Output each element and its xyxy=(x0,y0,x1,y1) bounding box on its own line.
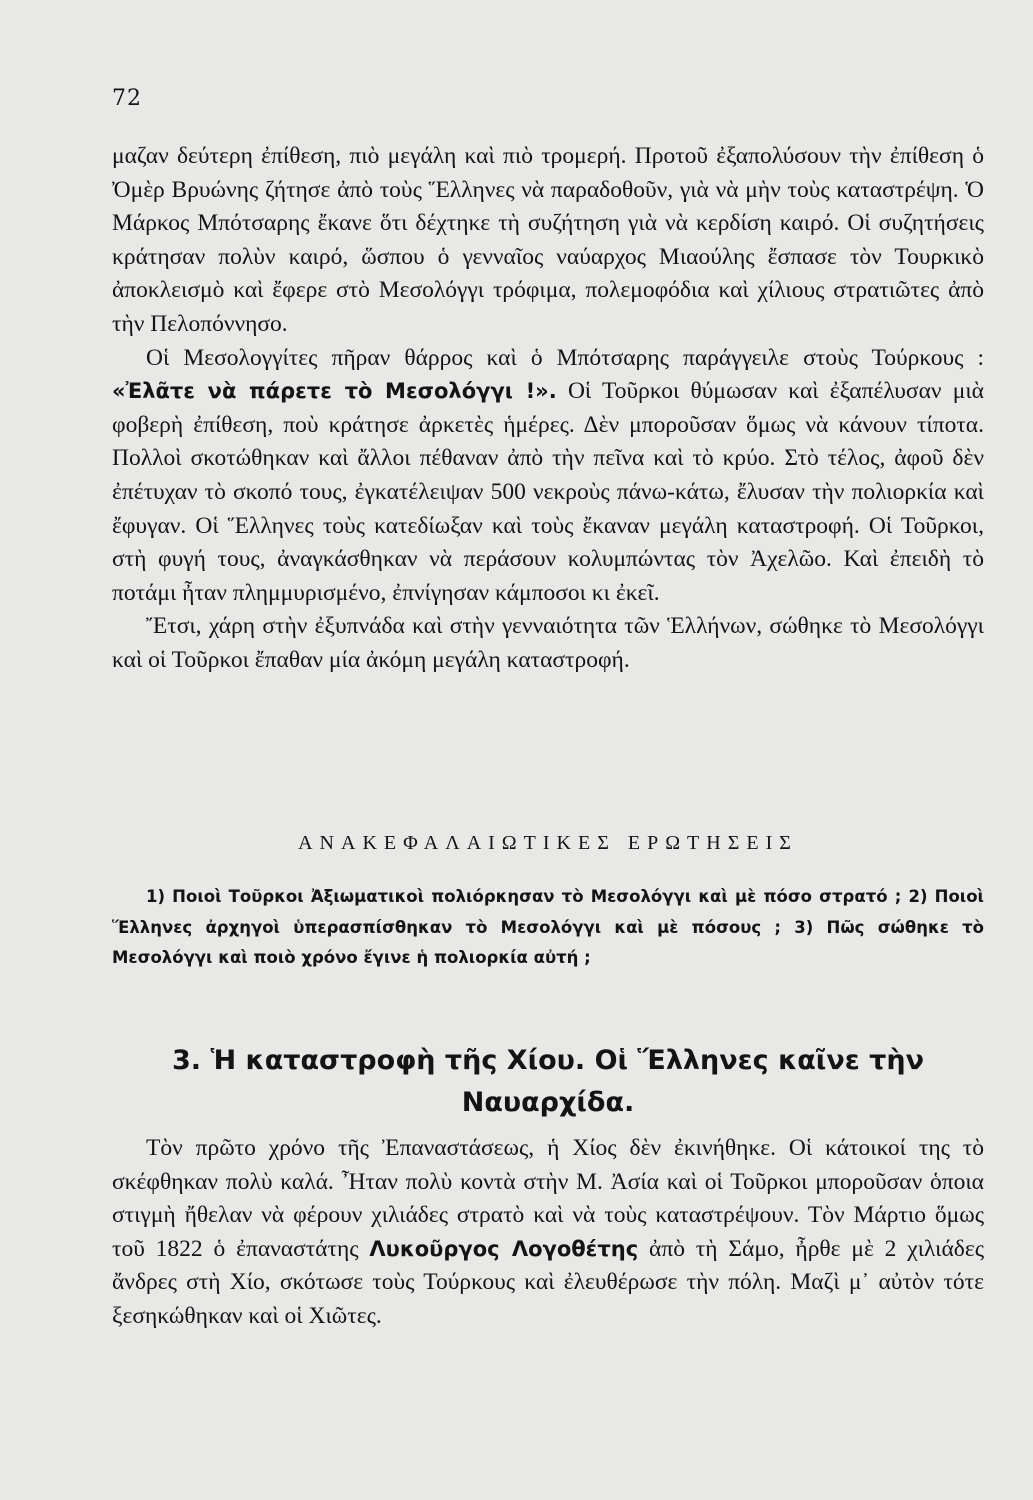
review-questions-text: 1) Ποιοὶ Τοῦρκοι Ἀξιωματικοὶ πολιόρκησαν τὸ Μεσολόγγι καὶ μὲ πόσο στρατό ; 2) Ποιοὶ Ἕλληνες ἀρχηγοὶ ὑπερασπίσθηκαν τὸ Μεσολόγγι καὶ μὲ πόσους ; 3) Πῶς σώθηκε τὸ Μεσολόγγι καὶ ποιὸ χρόνο ἔγινε ἡ πολιορκία αὐτή ; xyxy=(112,887,984,967)
paragraph-2-start: Οἱ Μεσολογγίτες πῆραν θάρρος καὶ ὁ Μπότσαρης παράγγειλε στοὺς Τούρκους : xyxy=(146,344,984,371)
page-number: 72 xyxy=(112,86,142,111)
section-text xyxy=(112,1132,984,1334)
section-paragraph xyxy=(112,1132,984,1334)
paragraph-2 xyxy=(112,342,984,611)
paragraph-3: Ἔτσι, χάρη στὴν ἐξυπνάδα καὶ στὴν γενναιότητα τῶν Ἑλλήνων, σώθηκε τὸ Μεσολόγγι καὶ οἱ Τοῦρκοι ἔπαθαν μία ἀκόμη μεγάλη καταστροφή. xyxy=(112,613,984,673)
section-paragraph-end: ἀπὸ τὴ Σάμο, ἦρθε μὲ 2 χιλιάδες ἄνδρες στὴ Χίο, σκότωσε τοὺς Τούρκους καὶ ἐλευθέρωσε τὴν πόλη. Μαζὶ μ᾿ αὐτὸν τότε ξεσηκώθηκαν καὶ οἱ Χιῶτες. xyxy=(112,1235,985,1329)
paragraph-1: μαζαν δεύτερη ἐπίθεση, πιὸ μεγάλη καὶ πιὸ τρομερή. Προτοῦ ἐξαπολύσουν τὴν ἐπίθεση ὁ Ὀμὲρ Βρυώνης ζήτησε ἀπὸ τοὺς Ἕλληνες νὰ παραδοθοῦν, γιὰ νὰ μὴν τοὺς καταστρέψη. Ὁ Μάρκος Μπότσαρης ἔκανε ὅτι δέχτηκε τὴ συζήτηση γιὰ νὰ κερδίση καιρό. Οἱ συζητήσεις κράτησαν πολὺν καιρό, ὥσπου ὁ γενναῖος ναύαρχος Μιαούλης ἔσπασε τὸν Τουρκικὸ ἀποκλεισμὸ καὶ ἔφερε στὸ Μεσολόγγι τρόφιμα, πολεμοφόδια καὶ χίλιους στρατιῶτες ἀπὸ τὴν Πελοπόννησο. xyxy=(112,143,984,337)
main-text xyxy=(112,140,984,678)
paragraph-2-end: Οἱ Τοῦρκοι θύμωσαν καὶ ἐξαπέλυσαν μιὰ φοβερὴ ἐπίθεση, ποὺ κράτησε ἀρκετὲς ἡμέρες. Δὲν μποροῦσαν ὅμως νὰ κάνουν τίποτα. Πολλοὶ σκοτώθηκαν καὶ ἄλλοι πέθαναν ἀπὸ τὴν πεῖνα καὶ τὸ κρύο. Στὸ τέλος, ἀφοῦ δὲν ἐπέτυχαν τὸ σκοπό τους, ἐγκατέλειψαν 500 νεκροὺς πάνω-κάτω, ἔλυσαν τὴν πολιορκία καὶ ἔφυγαν. Οἱ Ἕλληνες τοὺς κατεδίωξαν καὶ τοὺς ἔκαναν μεγάλη καταστροφή. Οἱ Τοῦρκοι, στὴ φυγή τους, ἀναγκάσθηκαν νὰ περάσουν κολυμπώντας τὸν Ἀχελῶο. Καὶ ἐπειδὴ τὸ ποτάμι ἦταν πλημμυρισμένο, ἐπνίγησαν κάμποσοι κι ἐκεῖ. xyxy=(112,378,984,606)
section-title: 3. Ἡ καταστροφὴ τῆς Χίου. Οἱ Ἕλληνες καῖνε τὴν Ναυαρχίδα. xyxy=(172,1045,924,1118)
review-questions-heading: ΑΝΑΚΕΦΑΛΑΙΩΤΙΚΕΣ ΕΡΩΤΗΣΕΙΣ xyxy=(298,832,798,854)
section-paragraph-start: Τὸν πρῶτο χρόνο τῆς Ἐπαναστάσεως, ἡ Χίος δὲν ἐκινήθηκε. Οἱ κάτοικοί της τὸ σκέφθηκαν πολὺ καλά. Ἦταν πολὺ κοντὰ στὴν Μ. Ἀσία καὶ οἱ Τοῦρκοι μποροῦσαν ὁποια στιγμὴ ἤθελαν νὰ φέρουν χιλιάδες στρατὸ καὶ νὰ τοὺς καταστρέψουν. Τὸν Μάρτιο ὅμως τοῦ 1822 ὁ ἐπαναστάτης xyxy=(112,1135,984,1262)
bold-quote: «Ἐλᾶτε νὰ πάρετε τὸ Μεσολόγγι !». xyxy=(112,379,557,404)
review-questions xyxy=(112,882,984,974)
bold-name: Λυκοῦργος Λογοθέτης xyxy=(369,1236,639,1261)
